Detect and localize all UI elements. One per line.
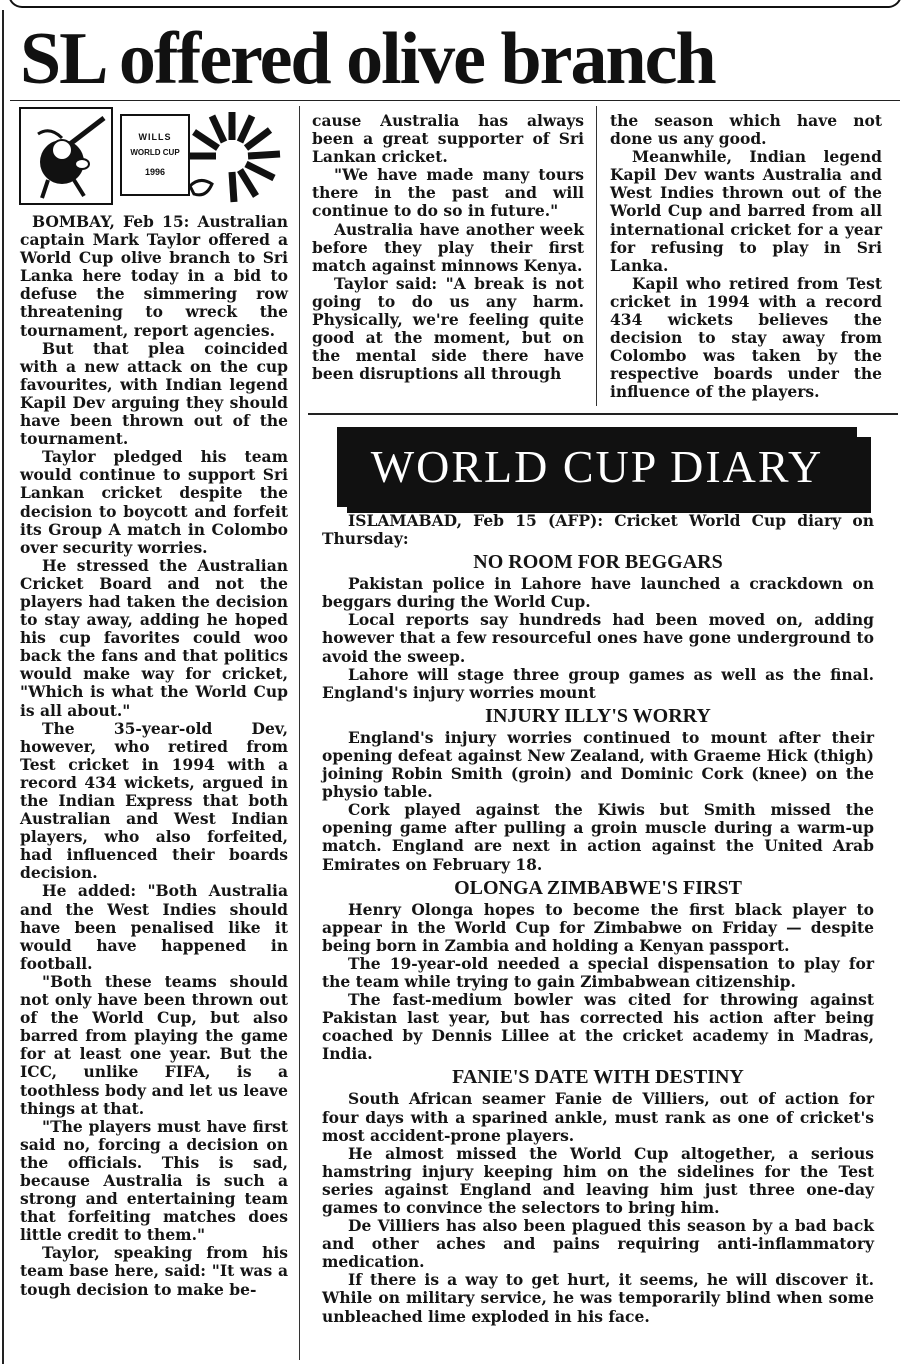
story-paragraph: The 35-year-old Dev, however, who retired from Test cricket in 1994 with a record 434 wickets, argued in the Indian Express that both Australian and West Indian players, who also forfeited, had influenced their boards decision. bbox=[20, 718, 288, 883]
diary-paragraph: The 19-year-old needed a special dispensation to play for the team while trying to gain Zimbabwean citizenship. bbox=[322, 953, 874, 991]
diary-banner-title: WORLD CUP DIARY bbox=[370, 441, 824, 492]
diary-heading: FANIE'S DATE WITH DESTINY bbox=[452, 1066, 744, 1089]
diary-paragraph: Henry Olonga hopes to become the first black player to appear in the World Cup for Zimbabwe on Friday — despite being born in Zambia and holding a Kenyan passport. bbox=[322, 899, 874, 955]
diary-top-rule bbox=[308, 413, 898, 415]
story-paragraph: the season which have not done us any good. bbox=[610, 111, 882, 149]
diary-paragraph: He almost missed the World Cup altogether, a serious hamstring injury keeping him on the sidelines for the Test series against England and leaving him just three one-day games to convince the selectors to bring him. bbox=[322, 1143, 874, 1217]
diary-paragraph: Lahore will stage three group games as well as the final. England's injury worries mount bbox=[322, 664, 874, 702]
headline-rule bbox=[10, 100, 900, 101]
story-paragraph: Taylor said: "A break is not going to do us any harm. Physically, we're feeling quite good at the moment, but on the mental side there have been disruptions all through bbox=[312, 273, 584, 384]
story-column-1 bbox=[20, 213, 288, 1299]
diary-body bbox=[322, 512, 874, 1326]
story-paragraph: Taylor, speaking from his team base here, said: "It was a tough decision to make be- bbox=[20, 1243, 288, 1299]
story-paragraph: He added: "Both Australia and the West Indies should have been penalised like it would have happened in football. bbox=[20, 881, 288, 973]
banner-shadow bbox=[857, 437, 871, 511]
diary-paragraph: Pakistan police in Lahore have launched a crackdown on beggars during the World Cup. bbox=[322, 574, 874, 612]
diary-paragraph: South African seamer Fanie de Villiers, out of action for four days with a sparined ankle, must rank as one of cricket's most accident-prone players. bbox=[322, 1089, 874, 1145]
diary-paragraph: England's injury worries continued to mount after their opening defeat against New Zealand, with Graeme Hick (thigh) joining Robin Smith (groin) and Dominic Cork (knee) on the physio table. bbox=[322, 727, 874, 802]
column-rule-2 bbox=[596, 106, 597, 406]
logo-line-3: 1996 bbox=[144, 167, 166, 177]
diary-intro: ISLAMABAD, Feb 15 (AFP): Cricket World Cup diary on Thursday: bbox=[322, 511, 874, 549]
story-paragraph: "Both these teams should not only have been thrown out of the World Cup, but also barred from playing the game for at least one year. But the ICC, unlike FIFA, is a toothless body and let us leave things at that. bbox=[20, 971, 288, 1118]
diary-heading: INJURY ILLY'S WORRY bbox=[485, 704, 711, 727]
page-headline: SL offered olive branch bbox=[20, 18, 715, 100]
story-column-2 bbox=[312, 112, 584, 383]
story-paragraph: "We have made many tours there in the past and will continue to do so in future." bbox=[312, 165, 584, 221]
story-paragraph: Australia have another week before they play their first match against minnows Kenya. bbox=[312, 219, 584, 275]
column-rule-1 bbox=[299, 106, 300, 1360]
diary-paragraph: De Villiers has also been plagued this season by a bad back and other aches and pains requiring anti-inflammatory medication. bbox=[322, 1216, 874, 1272]
story-paragraph: Kapil who retired from Test cricket in 1994 with a record 434 wickets believes the decision to stay away from Colombo was taken by the respective boards under the influence of the players. bbox=[610, 273, 882, 402]
story-paragraph: "The players must have first said no, forcing a decision on the officials. This is sad, because Australia is such a strong and entertaining team that forfeiting matches does little credit to them." bbox=[20, 1116, 288, 1245]
story-paragraph: He stressed the Australian Cricket Board and not the players had taken the decision to stay away, adding he hoped his cup favorites could woo back the fans and that politics would make way for cricket, "Which is what the World Cup is all about." bbox=[20, 555, 288, 720]
story-paragraph: BOMBAY, Feb 15: Australian captain Mark Taylor offered a World Cup olive branch to Sri Lanka here today in a bid to defuse the simmering row threatening to wreck the tournament, report agencies. bbox=[20, 212, 288, 340]
top-border bbox=[0, 0, 906, 12]
story-paragraph: Meanwhile, Indian legend Kapil Dev wants Australia and West Indies thrown out of the World Cup and barred from all international cricket for a year for refusing to play in Sri Lanka. bbox=[610, 147, 882, 275]
logo-line-2: WORLD CUP bbox=[130, 148, 180, 157]
story-paragraph: cause Australia has always been a great supporter of Sri Lankan cricket. bbox=[312, 111, 584, 167]
diary-heading: NO ROOM FOR BEGGARS bbox=[473, 551, 723, 574]
logo-line-1: WILLS bbox=[138, 132, 172, 142]
diary-paragraph: The fast-medium bowler was cited for throwing against Pakistan last year, but has corrected his action after being coached by Dennis Lillee at the cricket academy in Madras, India. bbox=[322, 990, 874, 1064]
diary-heading: OLONGA ZIMBABWE'S FIRST bbox=[454, 876, 742, 899]
diary-paragraph: If there is a way to get hurt, it seems, he will discover it. While on military service, he was temporarily blind when some unbleached lime exploded in his face. bbox=[322, 1270, 874, 1326]
story-paragraph: But that plea coincided with a new attack on the cup favourites, with Indian legend Kapil Dev arguing they should have been thrown out of the tournament. bbox=[20, 338, 288, 449]
diary-paragraph: Local reports say hundreds had been moved on, adding however that a few resourceful ones have gone underground to avoid the sweep. bbox=[322, 610, 874, 666]
diary-banner bbox=[337, 427, 857, 507]
diary-paragraph: Cork played against the Kiwis but Smith missed the opening game after pulling a groin muscle during a warm-up match. England are next in action against the United Arab Emirates on February 18. bbox=[322, 800, 874, 874]
left-rule bbox=[2, 10, 4, 1364]
sunburst-logo-icon bbox=[180, 106, 290, 206]
logo-area bbox=[18, 104, 292, 210]
story-paragraph: Taylor pledged his team would continue to support Sri Lankan cricket despite the decision to boycott and forfeit its Group A match in Colombo over security worries. bbox=[20, 447, 288, 557]
story-column-3 bbox=[610, 112, 882, 402]
